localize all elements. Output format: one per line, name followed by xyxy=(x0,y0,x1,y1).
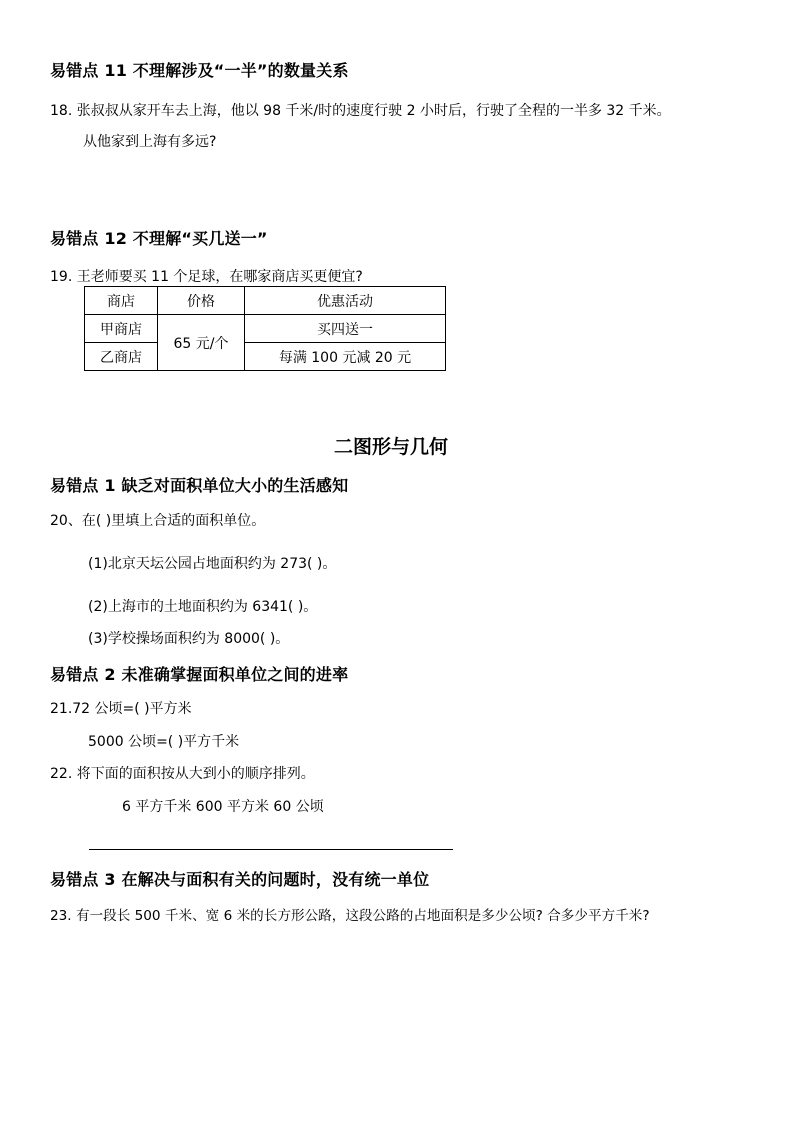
table-header-cell: 商店 xyxy=(85,287,158,315)
table-cell-shop-a: 甲商店 xyxy=(85,315,158,343)
question-23: 23. 有一段长 500 千米、宽 6 米的长方形公路，这段公路的占地面积是多少公顷? 合多少平方千米? xyxy=(50,908,650,924)
question-20-item-3: (3)学校操场面积约为 8000( )。 xyxy=(88,631,290,647)
table-header-cell: 优惠活动 xyxy=(245,287,446,315)
question-22-values: 6 平方千米 600 平方米 60 公顷 xyxy=(122,799,324,815)
question-22: 22. 将下面的面积按从大到小的顺序排列。 xyxy=(50,766,315,782)
question-19: 19. 王老师要买 11 个足球，在哪家商店买更便宜? xyxy=(50,269,363,285)
heading-mistake-12: 易错点 12 不理解“买几送一” xyxy=(50,229,268,248)
answer-line xyxy=(89,849,453,850)
table-row xyxy=(85,343,446,371)
heading-geometry-1: 易错点 1 缺乏对面积单位大小的生活感知 xyxy=(50,476,349,495)
table-header-cell: 价格 xyxy=(158,287,245,315)
question-21-line-2: 5000 公顷=( )平方千米 xyxy=(88,734,240,750)
table-header-row xyxy=(85,287,446,315)
question-18-line-1: 18. 张叔叔从家开车去上海，他以 98 千米/时的速度行驶 2 小时后，行驶了全程的一半多 32 千米。 xyxy=(50,103,671,119)
table-cell-shop-b: 乙商店 xyxy=(85,343,158,371)
question-20: 20、在( )里填上合适的面积单位。 xyxy=(50,513,266,529)
table-cell-promo-b: 每满 100 元减 20 元 xyxy=(245,343,446,371)
heading-geometry-2: 易错点 2 未准确掌握面积单位之间的进率 xyxy=(50,665,349,684)
section-title: 二图形与几何 xyxy=(334,436,449,458)
table-row xyxy=(85,315,446,343)
table-cell-promo-a: 买四送一 xyxy=(245,315,446,343)
heading-mistake-11: 易错点 11 不理解涉及“一半”的数量关系 xyxy=(50,61,349,80)
question-18-line-2: 从他家到上海有多远? xyxy=(83,134,217,150)
table-cell-price: 65 元/个 xyxy=(158,315,245,371)
question-20-item-2: (2)上海市的土地面积约为 6341( )。 xyxy=(88,599,318,615)
shop-comparison-table xyxy=(84,286,446,371)
heading-geometry-3: 易错点 3 在解决与面积有关的问题时，没有统一单位 xyxy=(50,870,430,889)
question-21-line-1: 21.72 公顷=( )平方米 xyxy=(50,701,192,717)
question-20-item-1: (1)北京天坛公园占地面积约为 273( )。 xyxy=(88,556,337,572)
